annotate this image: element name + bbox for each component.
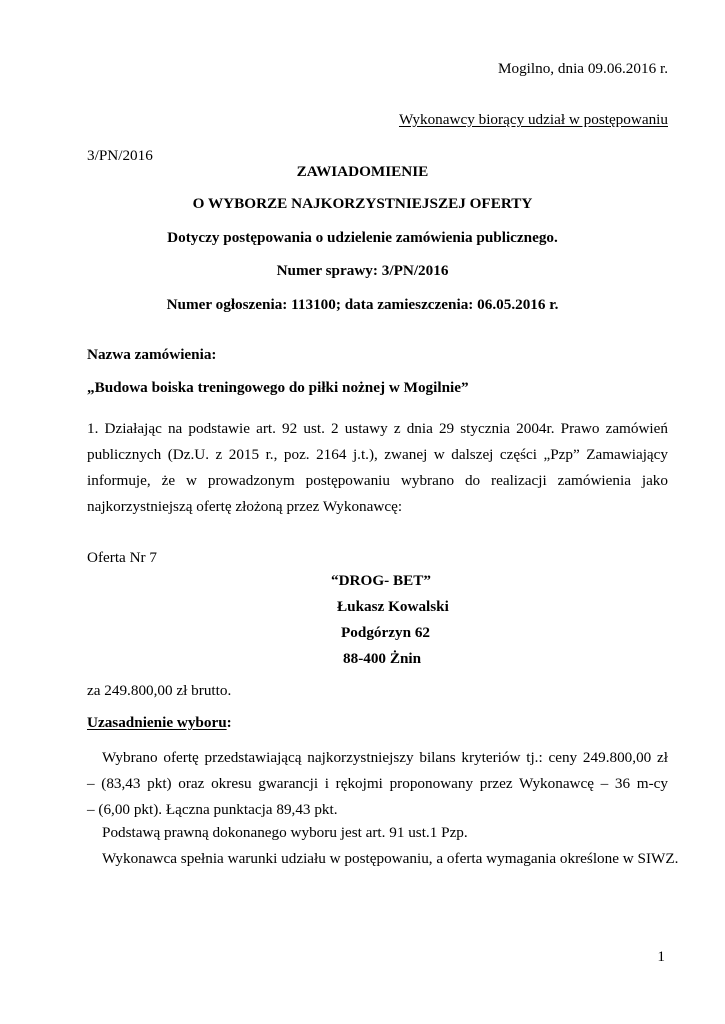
announcement-info: Numer ogłoszenia: 113100; data zamieszczenia: 06.05.2016 r. bbox=[166, 296, 559, 313]
justification-heading bbox=[87, 714, 232, 732]
conditions-statement: Wykonawca spełnia warunki udziału w postępowaniu, a oferta wymagania określone w SIWZ. bbox=[102, 850, 679, 867]
offer-company: “DROG- BET” bbox=[331, 572, 431, 589]
justification-line: – (83,43 pkt) oraz okresu gwarancji i rękojmi proponowany przez Wykonawcę – 36 m-cy bbox=[87, 775, 668, 792]
offer-city: 88-400 Żnin bbox=[343, 650, 422, 667]
justification-line: Wybrano ofertę przedstawiającą najkorzystniejszy bilans kryteriów tj.: ceny 249.800,00 zł bbox=[102, 749, 668, 766]
section-1-line: informuje, że w prowadzonym postępowaniu wybrano do realizacji zamówienia jako bbox=[87, 472, 668, 489]
section-1-line: publicznych (Dz.U. z 2015 r., poz. 2164 j.t.), zwanej w dalszej części „Pzp” Zamawiający bbox=[87, 446, 668, 463]
section-1-line: najkorzystniejszą ofertę złożoną przez Wykonawcę: bbox=[87, 498, 403, 515]
order-name: „Budowa boiska treningowego do piłki nożnej w Mogilnie” bbox=[87, 379, 469, 396]
document-title: ZAWIADOMIENIE bbox=[296, 163, 429, 180]
recipient: Wykonawcy biorący udział w postępowaniu bbox=[398, 111, 668, 128]
page-number: 1 bbox=[657, 948, 665, 965]
justification-heading-text: Uzasadnienie wyboru bbox=[87, 714, 227, 731]
justification-heading-colon: : bbox=[226, 714, 232, 731]
justification-line: – (6,00 pkt). Łączna punktacja 89,43 pkt. bbox=[87, 801, 338, 818]
offer-person: Łukasz Kowalski bbox=[337, 598, 449, 615]
offer-street: Podgórzyn 62 bbox=[341, 624, 431, 641]
offer-number: Oferta Nr 7 bbox=[87, 549, 157, 566]
place-date: Mogilno, dnia 09.06.2016 r. bbox=[497, 60, 668, 77]
document-subtitle: O WYBORZE NAJKORZYSTNIEJSZEJ OFERTY bbox=[192, 195, 533, 212]
procurement-subject: Dotyczy postępowania o udzielenie zamówienia publicznego. bbox=[167, 229, 558, 246]
section-1-paragraph bbox=[87, 416, 668, 520]
case-number: Numer sprawy: 3/PN/2016 bbox=[276, 262, 449, 279]
order-name-label: Nazwa zamówienia: bbox=[87, 346, 217, 363]
justification-paragraph bbox=[87, 745, 668, 823]
legal-basis: Podstawą prawną dokonanego wyboru jest art. 91 ust.1 Pzp. bbox=[102, 824, 468, 841]
offer-price: za 249.800,00 zł brutto. bbox=[87, 682, 232, 699]
section-1-line: 1. Działając na podstawie art. 92 ust. 2 ustawy z dnia 29 stycznia 2004r. Prawo zamówień bbox=[87, 420, 668, 437]
reference-number: 3/PN/2016 bbox=[87, 147, 153, 164]
